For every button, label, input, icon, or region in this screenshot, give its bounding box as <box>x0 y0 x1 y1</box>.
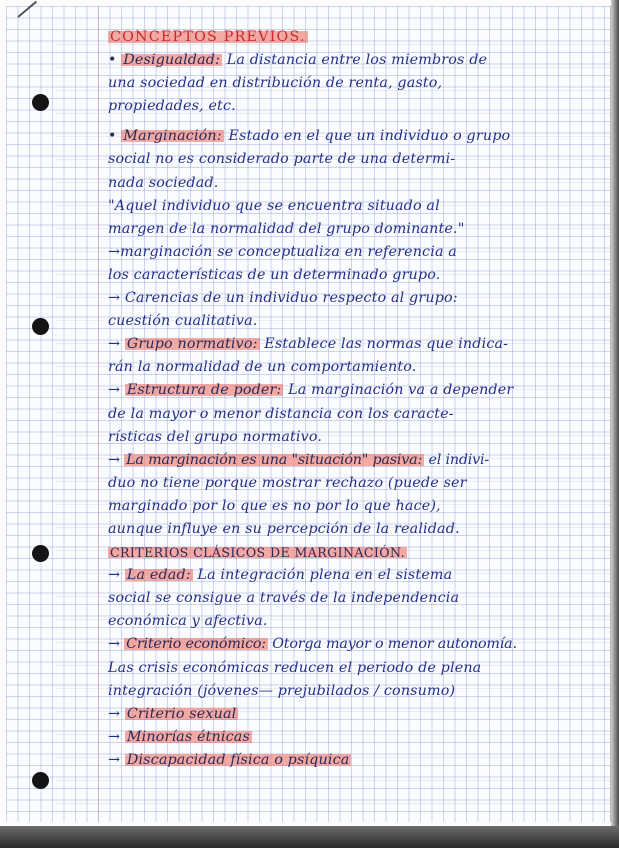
estructura-poder-line-1 <box>108 379 618 402</box>
list-item <box>108 726 618 749</box>
edad-text: La integración plena en el sistema <box>197 567 453 584</box>
estructura-poder-line-2 <box>108 403 618 426</box>
marginacion-line-8 <box>108 287 618 310</box>
criterios-title: CRITERIOS CLÁSICOS DE MARGINACIÓN. <box>110 545 406 561</box>
scan-edge-right <box>611 0 619 848</box>
situacion-pasiva-term: La marginación es una "situación" pasiva: <box>126 451 423 468</box>
edad-line-3 <box>108 610 618 633</box>
situacion-pasiva-text: el indivi- <box>428 451 490 468</box>
grupo-normativo-line-2 <box>108 356 618 379</box>
situacion-pasiva-line-4 <box>108 518 618 541</box>
bullet-icon: • <box>108 128 117 145</box>
grupo-normativo-line-1 <box>108 333 618 356</box>
desigualdad-text: La distancia entre los miembros de <box>226 52 488 69</box>
grupo-normativo-text: Establece las normas que indica- <box>264 336 509 353</box>
criterios-title-line <box>108 541 618 564</box>
list-item <box>108 703 618 726</box>
marginacion-line-3 <box>108 172 618 195</box>
notes-title: CONCEPTOS PREVIOS. <box>110 29 306 45</box>
grupo-normativo-term: Grupo normativo: <box>126 336 258 353</box>
marginacion-text: los características de un determinado grupo. <box>108 266 441 283</box>
handwritten-notes <box>108 26 618 772</box>
grupo-normativo-text: rán la normalidad de un comportamiento. <box>108 359 417 376</box>
scan-edge-bottom <box>0 826 619 848</box>
criterio-economico-text: integración (jóvenes— prejubilados / consumo) <box>108 682 456 699</box>
minorias-etnicas: Minorías étnicas <box>126 728 250 745</box>
arrow-icon: → <box>108 451 120 468</box>
edad-term: La edad: <box>126 567 191 584</box>
arrow-icon: → <box>108 751 121 768</box>
criterio-economico-text: Otorga mayor o menor autonomía. <box>272 636 517 653</box>
criterio-economico-text: Las crisis económicas reducen el periodo de plena <box>108 659 482 676</box>
marginacion-text: nada sociedad. <box>108 174 219 191</box>
arrow-icon: → <box>108 336 121 353</box>
marginacion-text: margen de la normalidad del grupo dominante." <box>108 220 465 237</box>
situacion-pasiva-text: aunque influye en su percepción de la realidad. <box>108 520 460 537</box>
list-item <box>108 749 618 772</box>
marginacion-text: Estado en el que un individuo o grupo <box>228 128 511 145</box>
estructura-poder-text: La marginación va a depender <box>288 382 514 399</box>
situacion-pasiva-line-2 <box>108 472 618 495</box>
marginacion-text: cuestión cualitativa. <box>108 313 258 330</box>
marginacion-term: Marginación: <box>123 128 222 145</box>
pen-mark <box>17 1 37 18</box>
notes-title-line <box>108 26 618 49</box>
criterio-economico-line-3 <box>108 680 618 703</box>
estructura-poder-line-3 <box>108 426 618 449</box>
situacion-pasiva-line-1 <box>108 449 618 472</box>
punch-hole <box>32 94 49 111</box>
desigualdad-line-2 <box>108 72 618 95</box>
marginacion-line-9 <box>108 310 618 333</box>
punch-hole <box>32 318 49 335</box>
arrow-icon: → <box>108 728 121 745</box>
margin-line <box>98 6 99 822</box>
desigualdad-text: una sociedad en distribución de renta, gasto, <box>108 75 443 92</box>
situacion-pasiva-line-3 <box>108 495 618 518</box>
marginacion-line-7 <box>108 264 618 287</box>
estructura-poder-text: de la mayor o menor distancia con los caracte- <box>108 405 454 422</box>
grid-paper-sheet <box>6 6 611 822</box>
marginacion-text: → Carencias de un individuo respecto al grupo: <box>108 290 458 307</box>
marginacion-line-6 <box>108 241 618 264</box>
marginacion-text: social no es considerado parte de una determi- <box>108 151 456 168</box>
criterio-economico-line-2 <box>108 657 618 680</box>
edad-line-2 <box>108 587 618 610</box>
edad-text: social se consigue a través de la independencia <box>108 590 460 607</box>
situacion-pasiva-text: marginado por lo que es no por lo que hace), <box>108 497 441 514</box>
estructura-poder-term: Estructura de poder: <box>126 382 282 399</box>
situacion-pasiva-text: duo no tiene porque mostrar rechazo (puede ser <box>108 474 467 491</box>
desigualdad-line-1 <box>108 49 618 72</box>
marginacion-text: →marginación se conceptualiza en referencia a <box>108 243 457 260</box>
marginacion-line-2 <box>108 148 618 171</box>
estructura-poder-text: rísticas del grupo normativo. <box>108 428 323 445</box>
arrow-icon: → <box>108 567 121 584</box>
punch-hole <box>32 545 49 562</box>
arrow-icon: → <box>108 636 120 653</box>
edad-line-1 <box>108 564 618 587</box>
bullet-icon: • <box>108 52 117 69</box>
desigualdad-term: Desigualdad: <box>123 52 221 69</box>
desigualdad-line-3 <box>108 95 618 118</box>
desigualdad-text: propiedades, etc. <box>108 98 236 115</box>
criterio-economico-line-1 <box>108 633 618 656</box>
criterio-sexual: Criterio sexual <box>126 705 237 722</box>
marginacion-text: "Aquel individuo que se encuentra situado al <box>108 197 440 214</box>
punch-hole <box>32 772 49 789</box>
discapacidad: Discapacidad física o psíquica <box>126 751 350 768</box>
edad-text: económica y afectiva. <box>108 613 268 630</box>
marginacion-quote-1 <box>108 195 618 218</box>
spacer <box>108 118 618 125</box>
marginacion-line-1 <box>108 125 618 148</box>
arrow-icon: → <box>108 382 121 399</box>
criterio-economico-term: Criterio económico: <box>126 636 266 653</box>
marginacion-quote-2 <box>108 218 618 241</box>
arrow-icon: → <box>108 705 121 722</box>
